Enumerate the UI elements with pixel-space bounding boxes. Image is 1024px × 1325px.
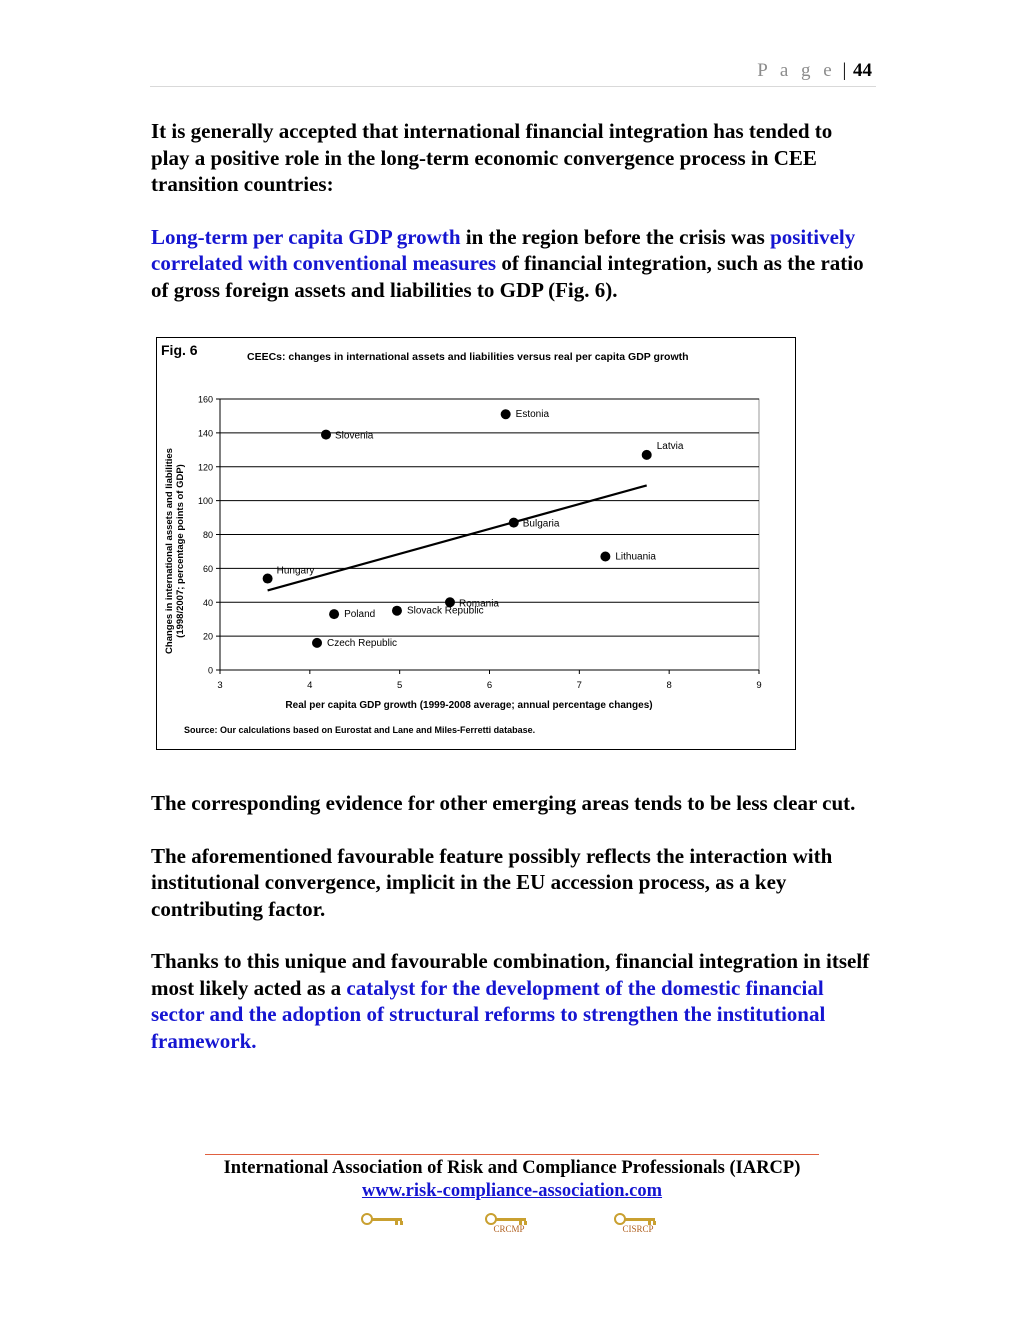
page-number: 44	[853, 60, 872, 81]
paragraph-evidence: The corresponding evidence for other emerging areas tends to be less clear cut.	[151, 791, 856, 815]
data-point-label: Estonia	[515, 409, 550, 421]
data-point	[600, 552, 610, 562]
data-point-label: Slovack Republic	[406, 605, 484, 617]
x-tick-label: 6	[486, 680, 493, 691]
highlight-correlation: positively correlated with conventional measures	[151, 224, 856, 275]
page-word: P a g e	[757, 60, 836, 81]
y-axis-label-line1: Changes in international assets and liabilities	[164, 448, 175, 654]
data-point	[509, 518, 519, 528]
y-tick-label: 140	[197, 428, 213, 439]
data-point-label: Romania	[458, 598, 500, 610]
data-point-label: Hungary	[276, 565, 315, 577]
footer-website-link[interactable]: www.risk-compliance-association.com	[361, 1181, 663, 1201]
y-tick-label: 100	[197, 496, 213, 507]
y-tick-label: 120	[197, 462, 213, 473]
x-tick-label: 9	[756, 680, 762, 691]
highlight-gdp-growth: Long-term per capita GDP growth	[151, 224, 461, 249]
figure-6	[156, 337, 796, 750]
paragraph-growth-text2: of financial integration, such as the ratio of gross foreign assets and liabilities to GDP (Fig. 6).	[151, 251, 864, 302]
logo-2-text: CRCMP	[493, 1224, 525, 1234]
y-tick-label: 60	[202, 563, 213, 574]
data-point-label: Czech Republic	[327, 637, 398, 649]
page-number-label	[757, 60, 872, 82]
lower-text	[151, 790, 873, 1080]
x-tick-label: 3	[217, 680, 223, 691]
y-tick-label: 40	[202, 597, 213, 608]
figure-source: Source: Our calculations based on Eurostat and Lane and Miles-Ferretti database.	[184, 725, 536, 735]
footer-divider	[205, 1154, 819, 1155]
highlight-catalyst: catalyst for the development of the domestic financial sector and the adoption of structural reforms to strengthen the institutional framework.	[151, 975, 826, 1053]
logo-3-text: CISRCP	[622, 1224, 654, 1234]
data-point	[392, 606, 402, 616]
data-point-label: Slovenia	[335, 430, 374, 442]
data-point-label: Bulgaria	[522, 518, 560, 530]
footer-organization: International Association of Risk and Compliance Professionals (IARCP)	[223, 1158, 801, 1178]
x-tick-label: 5	[397, 680, 403, 691]
paragraph-institutional: The aforementioned favourable feature possibly reflects the interaction with institutional convergence, implicit in the EU accession process, as a key contributing factor.	[151, 843, 833, 921]
plot-area	[198, 395, 762, 692]
data-point	[263, 574, 273, 584]
paragraph-growth	[151, 224, 873, 304]
data-point	[329, 609, 339, 619]
upper-text	[151, 118, 873, 329]
scatter-chart	[157, 338, 797, 751]
y-tick-label: 20	[202, 631, 213, 642]
chart-title: CEECs: changes in international assets and liabilities versus real per capita GDP growth	[247, 351, 689, 363]
y-tick-label: 80	[202, 530, 213, 540]
trendline	[268, 485, 647, 590]
y-axis-label-line2: (1998/2007; percentage points of GDP)	[175, 464, 186, 638]
paragraph-catalyst	[151, 948, 873, 1054]
page-header	[150, 58, 876, 87]
x-tick-label: 4	[307, 680, 313, 691]
logo-2	[479, 1212, 539, 1238]
x-tick-label: 8	[666, 680, 672, 691]
x-axis-label: Real per capita GDP growth (1999-2008 average; annual percentage changes)	[285, 700, 653, 711]
x-tick-label: 7	[576, 680, 582, 691]
paragraph-intro: It is generally accepted that international financial integration has tended to play a positive role in the long-term economic convergence process in CEE transition countries:	[151, 119, 833, 196]
data-point-label: Latvia	[656, 440, 684, 452]
data-point	[642, 450, 652, 460]
data-point	[312, 638, 322, 648]
figure-label: Fig. 6	[161, 342, 198, 358]
y-tick-label: 0	[207, 665, 213, 676]
data-point	[321, 430, 331, 440]
y-tick-label: 160	[197, 394, 213, 405]
paragraph-catalyst-text: Thanks to this unique and favourable combination, financial integration in itself most likely acted as a	[151, 949, 870, 1000]
data-point-label: Poland	[344, 609, 376, 621]
key-logo-icon	[355, 1212, 415, 1226]
logo-1	[355, 1212, 415, 1238]
logo-3	[608, 1212, 668, 1238]
data-point-label: Lithuania	[615, 551, 656, 563]
data-point	[501, 409, 511, 419]
page-separator: |	[842, 60, 847, 81]
paragraph-growth-text1: in the region before the crisis was	[460, 224, 771, 249]
